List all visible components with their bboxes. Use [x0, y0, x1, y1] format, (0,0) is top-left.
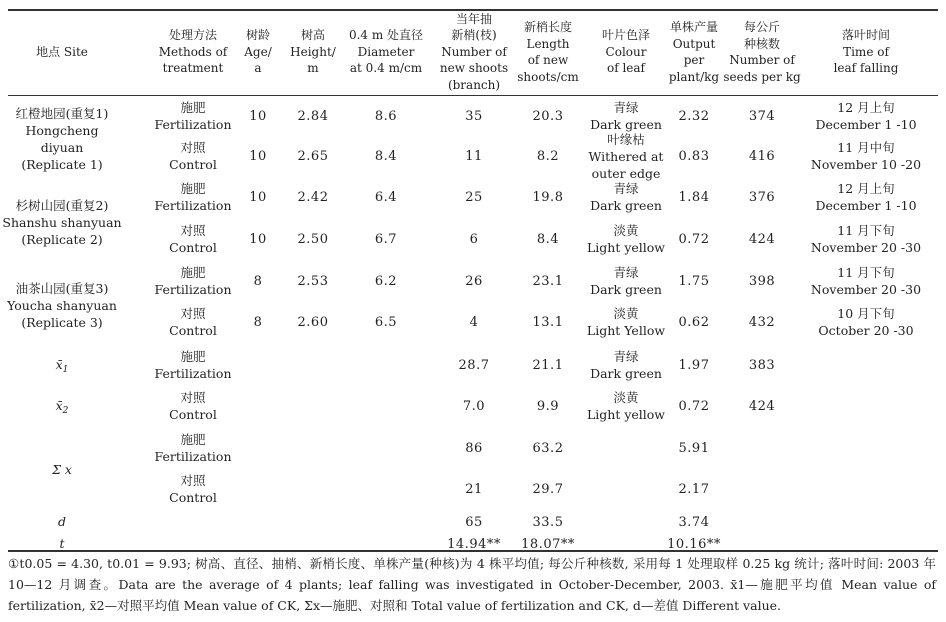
- method-line: 施肥: [180, 100, 206, 115]
- header-seeds-line: 种核数: [743, 36, 780, 51]
- site-name-line: Hongcheng: [25, 123, 99, 138]
- diameter-value: 8.4: [374, 148, 398, 164]
- height-value: 2.65: [297, 148, 329, 164]
- header-seeds-line: Number of: [729, 53, 795, 67]
- length-value: 13.1: [532, 314, 564, 330]
- header-age-line: 树龄: [245, 28, 270, 43]
- output-value: 3.74: [678, 514, 710, 530]
- leaf-fall-time-line: 11 月下旬: [837, 223, 895, 238]
- leaf-colour-line: 青绿: [613, 100, 639, 115]
- leaf-fall-time-line: December 1 -10: [815, 117, 917, 132]
- height-value: 2.60: [297, 314, 329, 330]
- method-line: Control: [169, 490, 217, 505]
- age-value: 10: [249, 108, 267, 124]
- site-name-line: 红橙地园(重复1): [15, 106, 109, 121]
- diameter-value: 6.7: [374, 231, 398, 247]
- leaf-colour-line: 淡黄: [613, 223, 639, 238]
- leaf-colour-line: Dark green: [590, 198, 662, 213]
- output-value: 1.84: [678, 189, 710, 205]
- site-name-line: diyuan: [40, 140, 84, 155]
- header-output-line: plant/kg: [668, 69, 720, 84]
- method-line: Fertilization: [154, 282, 232, 297]
- header-output-line: per: [683, 53, 705, 67]
- header-method-line: Methods of: [158, 44, 228, 59]
- mean-control-symbol: $x̄_2$: [55, 398, 69, 416]
- seeds-value: 376: [748, 189, 776, 205]
- header-length-line: shoots/cm: [517, 69, 579, 84]
- header-output-line: 单株产量: [669, 20, 718, 34]
- method-line: 施肥: [180, 181, 206, 196]
- header-colour-line: 叶片色泽: [601, 28, 650, 43]
- leaf-fall-time-line: 12 月上旬: [837, 181, 895, 196]
- method-line: Control: [169, 240, 217, 255]
- header-site: 地点 Site: [36, 44, 88, 59]
- method-line: 对照: [180, 140, 206, 155]
- header-output-line: Output: [672, 36, 716, 51]
- leaf-colour-line: 青绿: [613, 265, 639, 280]
- output-value: 0.62: [678, 314, 710, 330]
- t-output-value: 10.16**: [667, 536, 721, 552]
- method-line: 对照: [180, 306, 206, 321]
- height-value: 2.84: [297, 108, 329, 124]
- shoots-value: 11: [465, 148, 483, 164]
- header-fall-line: Time of: [843, 44, 889, 59]
- seeds-value: 424: [748, 231, 776, 247]
- method-line: Fertilization: [154, 366, 232, 381]
- leaf-fall-time-line: 10 月下旬: [837, 306, 895, 321]
- length-value: 9.9: [536, 398, 560, 414]
- leaf-colour-line: Dark green: [590, 282, 662, 297]
- leaf-colour-line: 青绿: [613, 181, 639, 196]
- output-value: 2.17: [678, 481, 710, 497]
- method-line: Control: [169, 157, 217, 172]
- site-name-line: (Replicate 3): [21, 314, 103, 330]
- shoots-value: 4: [469, 314, 479, 330]
- seeds-value: 398: [748, 273, 776, 289]
- site-name-line: 油茶山园(重复3): [15, 280, 109, 296]
- method-line: 对照: [180, 473, 206, 488]
- method-line: Fertilization: [154, 198, 232, 213]
- sum-symbol: Σ x: [52, 462, 72, 477]
- method-line: Control: [169, 323, 217, 338]
- leaf-fall-time-line: 12 月上旬: [837, 100, 895, 115]
- header-seeds-line: seeds per kg: [723, 69, 801, 84]
- height-value: 2.53: [297, 273, 329, 289]
- header-fall-line: leaf falling: [833, 61, 899, 76]
- header-length-line: Length: [526, 36, 570, 51]
- diameter-value: 6.2: [374, 273, 398, 289]
- shoots-value: 6: [469, 231, 479, 247]
- header-shoots-line: Number of: [441, 44, 507, 59]
- age-value: 10: [249, 148, 267, 164]
- leaf-colour-line: Dark green: [590, 366, 662, 381]
- diameter-value: 8.6: [374, 108, 398, 124]
- header-shoots-line: 当年抽: [455, 11, 492, 26]
- t-length-value: 18.07**: [521, 536, 575, 552]
- header-age-line: a: [254, 61, 262, 76]
- length-value: 33.5: [532, 514, 564, 530]
- site-name-line: Youcha shanyuan: [7, 297, 117, 313]
- header-method-line: treatment: [162, 61, 224, 76]
- length-value: 8.2: [536, 148, 560, 164]
- header-age-line: Age/: [244, 44, 272, 59]
- length-value: 63.2: [532, 440, 564, 456]
- length-value: 23.1: [532, 273, 564, 289]
- header-diam-line: 0.4 m 处直径: [348, 28, 424, 43]
- leaf-colour-line: Light yellow: [586, 407, 666, 422]
- method-line: 施肥: [180, 265, 206, 280]
- output-value: 0.83: [678, 148, 710, 164]
- seeds-value: 424: [748, 398, 776, 414]
- output-value: 5.91: [678, 440, 710, 456]
- header-diam-line: Diameter: [357, 44, 415, 59]
- shoots-value: 35: [465, 108, 483, 124]
- seeds-value: 432: [748, 314, 776, 330]
- method-line: 对照: [180, 390, 206, 405]
- header-height-line: 树高: [300, 28, 325, 43]
- header-shoots-line: new shoots: [439, 61, 509, 76]
- shoots-value: 86: [465, 440, 483, 456]
- difference-symbol: d: [57, 514, 66, 529]
- length-value: 20.3: [532, 108, 564, 124]
- site-name-line: Shanshu shanyuan: [2, 214, 122, 230]
- t-shoots-value: 14.94**: [447, 536, 501, 552]
- length-value: 29.7: [532, 481, 564, 497]
- shoots-value: 28.7: [458, 357, 490, 373]
- leaf-colour-line: Light Yellow: [586, 323, 666, 338]
- method-line: 施肥: [180, 349, 206, 364]
- shoots-value: 26: [465, 273, 483, 289]
- header-fall-line: 落叶时间: [841, 28, 890, 43]
- method-line: 对照: [180, 223, 206, 238]
- age-value: 10: [249, 231, 267, 247]
- method-line: Fertilization: [154, 117, 232, 132]
- method-line: Fertilization: [154, 449, 232, 464]
- header-seeds-line: 每公斤: [743, 20, 780, 34]
- header-method-line: 处理方法: [168, 28, 217, 43]
- diameter-value: 6.4: [374, 189, 398, 205]
- leaf-colour-line: Withered at: [588, 148, 664, 164]
- header-colour-line: of leaf: [606, 61, 645, 76]
- diameter-value: 6.5: [374, 314, 398, 330]
- header-diam-line: at 0.4 m/cm: [349, 61, 423, 76]
- output-value: 1.97: [678, 357, 710, 373]
- leaf-fall-time-line: 11 月下旬: [837, 265, 895, 280]
- age-value: 8: [253, 273, 263, 289]
- leaf-colour-line: 淡黄: [613, 306, 639, 321]
- shoots-value: 7.0: [462, 398, 486, 414]
- leaf-fall-time-line: 11 月中旬: [837, 140, 895, 155]
- age-value: 10: [249, 189, 267, 205]
- t-test-symbol: t: [59, 536, 65, 551]
- site-name-line: (Replicate 1): [21, 157, 103, 172]
- age-value: 8: [253, 314, 263, 330]
- header-height-line: Height/: [290, 44, 336, 59]
- leaf-fall-time-line: November 20 -30: [810, 282, 922, 297]
- seeds-value: 416: [748, 148, 776, 164]
- header-length-line: of new: [527, 53, 569, 67]
- table-footnote: ①t0.05 = 4.30, t0.01 = 9.93; 树高、直径、抽梢、新梢长度、单株产量(种核)为 4 株平均值; 每公斤种核数, 采用每 1 处理取样 0.25 kg 统计; 落叶时间: 2003 年 10—12 月调查。Data are the average of 4 plants; leaf falling was investigated in October-December, 2003. x̄1—施肥平均值 Mean value of fertilization, x̄2—对照平均值 Mean value of CK, Σx—施肥、对照和 Total value of fertilization and CK, d—差值 Different value.: [8, 556, 936, 613]
- length-value: 19.8: [532, 189, 564, 205]
- leaf-fall-time-line: November 10 -20: [810, 157, 922, 172]
- height-value: 2.42: [297, 189, 329, 205]
- leaf-colour-line: outer edge: [591, 165, 661, 181]
- output-value: 2.32: [678, 108, 710, 124]
- header-length-line: 新梢长度: [523, 20, 572, 34]
- header-colour-line: Colour: [605, 44, 647, 59]
- leaf-colour-line: 叶缘枯: [607, 131, 645, 147]
- leaf-colour-line: 淡黄: [613, 390, 639, 405]
- header-shoots-line: 新梢(枝): [451, 28, 497, 43]
- output-value: 0.72: [678, 398, 710, 414]
- leaf-colour-line: Dark green: [590, 117, 662, 132]
- output-value: 0.72: [678, 231, 710, 247]
- shoots-value: 21: [465, 481, 483, 497]
- method-line: Control: [169, 407, 217, 422]
- shoots-value: 25: [465, 189, 483, 205]
- header-rule: [8, 95, 938, 96]
- leaf-colour-line: 青绿: [613, 349, 639, 364]
- leaf-fall-time-line: October 20 -30: [818, 323, 914, 338]
- method-line: 施肥: [180, 432, 206, 447]
- length-value: 21.1: [532, 357, 564, 373]
- leaf-fall-time-line: December 1 -10: [815, 198, 917, 213]
- length-value: 8.4: [536, 231, 560, 247]
- header-height-line: m: [307, 61, 319, 76]
- header-shoots-line: (branch): [447, 77, 501, 92]
- output-value: 1.75: [678, 273, 710, 289]
- leaf-fall-time-line: November 20 -30: [810, 240, 922, 255]
- site-name-line: (Replicate 2): [21, 231, 103, 247]
- height-value: 2.50: [297, 231, 329, 247]
- mean-fertilization-symbol: $x̄_1$: [55, 357, 69, 375]
- shoots-value: 65: [465, 514, 483, 530]
- seeds-value: 383: [748, 357, 776, 373]
- leaf-colour-line: Light yellow: [586, 240, 666, 255]
- seeds-value: 374: [748, 108, 776, 124]
- site-name-line: 杉树山园(重复2): [15, 197, 109, 213]
